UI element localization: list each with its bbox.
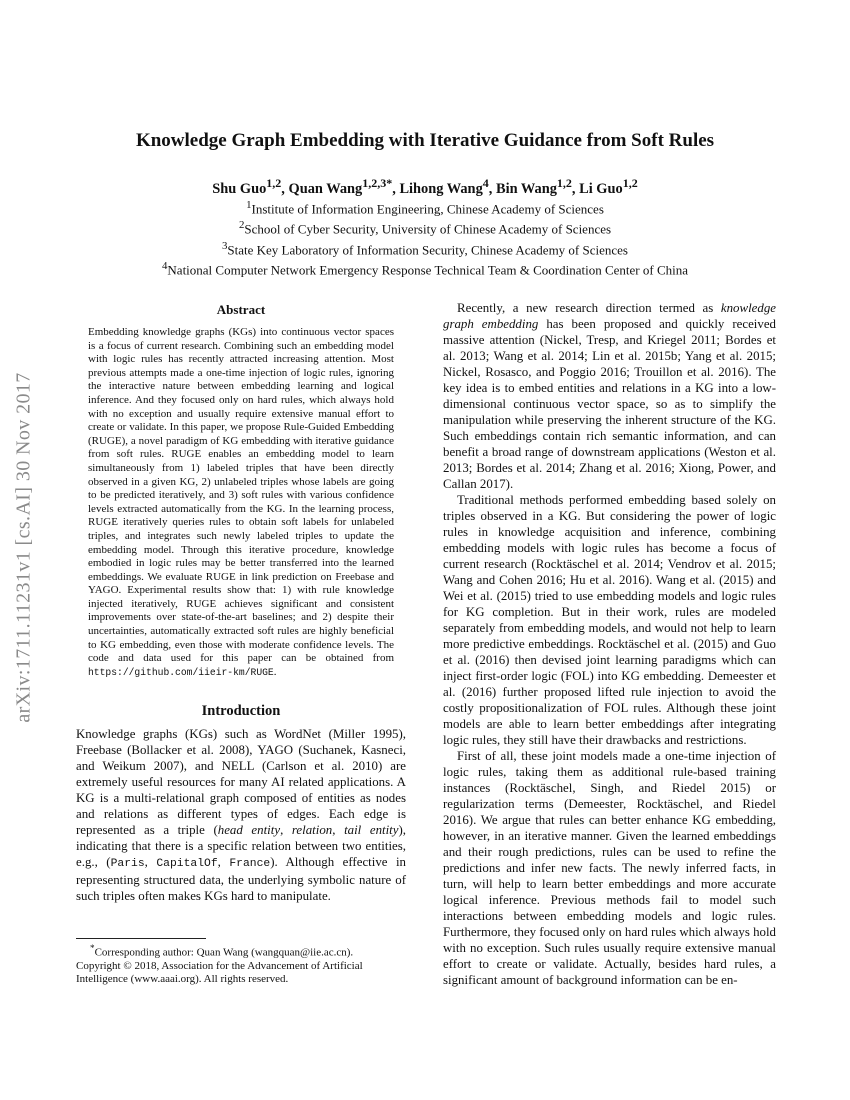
body-paragraph: Traditional methods performed embedding based solely on triples observed in a KG. But considering the power of logic rules in knowledge acquisition and inference, combining embedding models with logic rules has become a focus of current research (Rocktäschel et al. 2014; Vendrov et al. 2015; Wang and Cohen 2016; Hu et al. 2016). Wang et al. (2015) and Wei et al. (2015) tried to use embedding models and logic rules for KG completion. But in their work, rules are modeled separately from embedding models, and would not help to learn more predictive embeddings. Rocktäschel et al. (2015) and Guo et al. (2016) then devised joint learning paradigms which can inject first-order logic (FOL) into KG embedding. Demeester et al. (2016) further proposed lifted rule injection to avoid the costly propositionalization of FOL rules. Although these joint models are able to learn better embeddings after integrating logic rules, they still have their drawbacks and restrictions. xyxy=(443,493,776,747)
introduction-heading: Introduction xyxy=(201,703,281,720)
abstract-body xyxy=(88,326,394,679)
intro-text: ). Although effective in representing structured data, the underlying symbolic nature of such triples often makes KGs hard to manipulate. xyxy=(76,855,406,904)
footnote-text: Corresponding author: Quan Wang (wangquan@iie.ac.cn). xyxy=(94,946,354,959)
author-list: Shu Guo$^{1,2}$, Quan Wang$^{1,2,3*}$, Lihong Wang$^4$, Bin Wang$^{1,2}$, Li Guo$^{1,2}$ xyxy=(212,176,638,197)
abstract-text: Embedding knowledge graphs (KGs) into continuous vector spaces is a focus of current research. Combining such an embedding model with logic rules has recently attracted increasing attention. Most previous attempts made a one-time injection of logic rules, ignoring the interactive nature between embedding learning and logical inference. And they focused only on hard rules, which always hold with no exception and usually require extensive manual effort to create or validate. In this paper, we propose Rule-Guided Embedding (RUGE), a novel paradigm of KG embedding with iterative guidance from soft rules. RUGE enables an embedding model to learn simultaneously from 1) labeled triples that have been directly observed in a given KG, 2) unlabeled triples whose labels are going to be predicted iteratively, and 3) soft rules with various confidence levels extracted automatically from the KG. In the learning process, RUGE iteratively queries rules to obtain soft labels for unlabeled triples, and integrates such newly labeled triples to update the embedding model. Through this iterative procedure, knowledge embodied in logic rules may be better transferred into the learned embeddings. We evaluate RUGE in link prediction on Freebase and YAGO. Experimental results show that: 1) with rule knowledge injected iteratively, RUGE achieves significant and consistent improvements over state-of-the-art baselines; and 2) despite their uncertainties, automatically extracted soft rules are highly beneficial to KG embedding, even those with moderate confidence levels. The code and data used for this paper can be obtained from xyxy=(88,326,394,665)
author-affil-sup: 1,2 xyxy=(556,176,572,190)
intro-text: Knowledge graphs (KGs) such as WordNet (Miller 1995), Freebase (Bollacker et al. 2008), YAGO (Suchanek, Kasneci, and Weikum 2007), and NELL (Carlson et al. 2010) are extremely useful resources for many AI related applications. A KG is a multi-relational graph composed of entities as nodes and relations as different types of edges. Each edge is represented as a triple ( xyxy=(76,727,406,838)
affiliation-text: School of Cyber Security, University of Chinese Academy of Sciences xyxy=(244,221,612,237)
example-entity: France xyxy=(229,858,271,871)
intro-sep: , xyxy=(280,823,292,838)
affiliation-list xyxy=(0,197,850,278)
body-text: Recently, a new research direction termed as xyxy=(457,301,721,315)
affiliation-sup: 2 xyxy=(238,219,245,232)
abstract-end: . xyxy=(273,665,277,678)
intro-text: ), indicating that there is a specific relation between two entities, e.g., ( xyxy=(76,823,406,870)
affiliation xyxy=(0,238,850,258)
arxiv-stamp-text: arXiv:1711.11231v1 [cs.AI] 30 Nov 2017 xyxy=(12,371,35,723)
triple-relation-term: relation xyxy=(291,823,333,838)
copyright-note: Copyright © 2018, Association for the Advancement of Artificial Intelligence (www.aaai.org). All rights reserved. xyxy=(76,959,363,985)
affiliation xyxy=(0,258,850,278)
intro-paragraph xyxy=(76,726,406,904)
intro-sep: , xyxy=(332,823,345,838)
author-name: Li Guo xyxy=(579,180,623,197)
author-name: Bin Wang xyxy=(495,180,557,197)
body-paragraph xyxy=(443,300,776,492)
arxiv-stamp xyxy=(3,297,45,797)
author-affil-sup: 4 xyxy=(482,176,489,190)
body-text: has been proposed and quickly received massive attention (Nickel, Tresp, and Kriegel 2011; Bordes et al. 2013; Wang et al. 2014; Lin et al. 2015b; Yang et al. 2015; Nickel, Rosasco, and Poggio 2016; Trouillon et al. 2016). The key idea is to embed entities and relations in a KG into a low-dimensional continuous vector space, so as to simplify the manipulation while preserving the inherent structure of the KG. Such embeddings contain rich semantic information, and can benefit a broad range of downstream applications (Weston et al. 2013; Bordes et al. 2014; Zhang et al. 2016; Xiong, Power, and Callan 2017). xyxy=(443,317,776,491)
emphasis-term: knowledge graph embedding xyxy=(443,301,776,331)
triple-head-term: head entity xyxy=(217,823,281,838)
affiliation-text: State Key Laboratory of Information Security, Chinese Academy of Sciences xyxy=(227,241,628,257)
example-relation: CapitalOf xyxy=(156,858,218,871)
triple-tail-term: tail entity xyxy=(344,823,399,838)
affiliation xyxy=(0,217,850,237)
example-entity: Paris xyxy=(110,858,145,871)
paper-title: Knowledge Graph Embedding with Iterative Guidance from Soft Rules xyxy=(135,130,715,151)
body-paragraph: First of all, these joint models made a one-time injection of logic rules, taking them as additional rule-based training instances (Rocktäschel, Singh, and Riedel 2015) or regularization terms (Demeester, Rocktäschel, and Riedel 2016). We argue that rules can better enhance KG embedding, however, in an iterative manner. Given the learned embeddings and their rough predictions, rules can be used to refine the predictions and infer new facts. The newly inferred facts, in turn, will help to learn better embeddings and more accurate logical inference. Previous methods fail to model such interactions between embedding models and logic rules. Furthermore, they focused only on hard rules which always hold with no exception. Such rules usually require extensive manual effort to create or validate. Actually, besides hard rules, a significant amount of background information can be en- xyxy=(443,749,776,987)
author-affil-sup: 1,2 xyxy=(622,176,638,190)
affiliation-sup: 1 xyxy=(246,199,252,211)
intro-sep: , xyxy=(144,855,157,870)
affiliation-sup: 4 xyxy=(161,259,168,272)
left-column xyxy=(76,300,406,904)
affiliation-sup: 3 xyxy=(221,239,228,252)
footnote-area xyxy=(76,938,406,986)
author-affil-sup: 1,2 xyxy=(266,176,282,190)
author-affil-sup: 1,2,3* xyxy=(362,176,393,190)
abstract-heading: Abstract xyxy=(216,302,266,317)
footnote-rule xyxy=(76,938,206,939)
author-name: Lihong Wang xyxy=(399,180,483,197)
author-name: Shu Guo xyxy=(212,180,267,197)
author-name: Quan Wang xyxy=(288,180,363,197)
right-column xyxy=(443,300,776,988)
affiliation-text: National Computer Network Emergency Response Technical Team & Coordination Center of China xyxy=(167,262,688,278)
code-url-link[interactable]: https://github.com/iieir-km/RUGE xyxy=(88,666,274,678)
affiliation-text: Institute of Information Engineering, Chinese Academy of Sciences xyxy=(251,201,604,217)
intro-sep: , xyxy=(217,855,230,870)
corresponding-author-note: *Corresponding author: Quan Wang (wangquan@iie.ac.cn). xyxy=(90,943,354,959)
affiliation xyxy=(0,197,850,217)
